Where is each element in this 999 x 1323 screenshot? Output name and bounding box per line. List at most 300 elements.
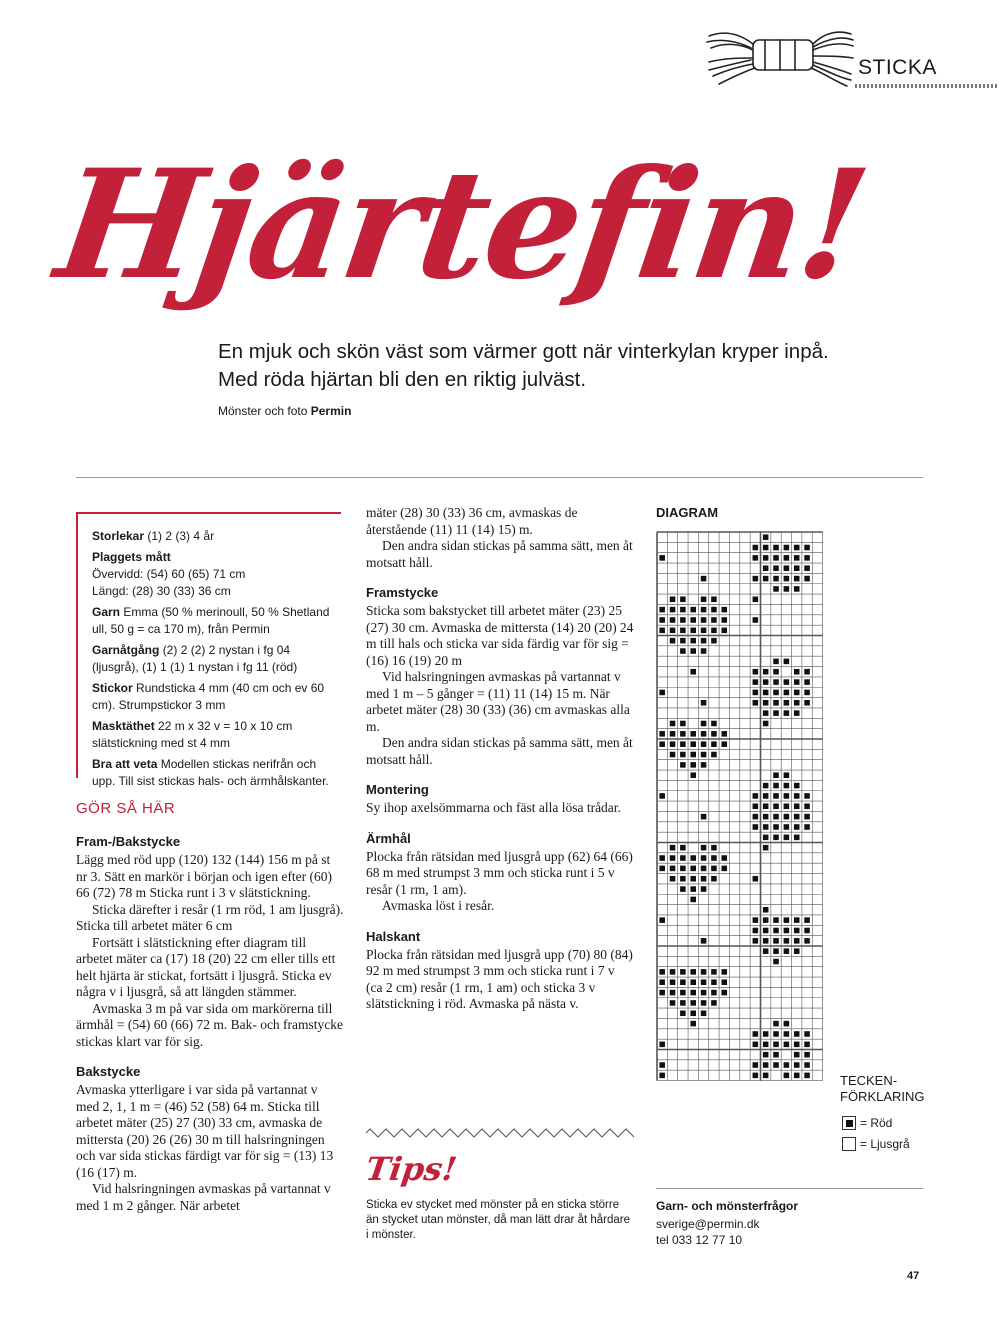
- red-stitch: [680, 886, 686, 892]
- red-stitch: [690, 762, 696, 768]
- legend-title-line-2: FÖRKLARING: [840, 1089, 925, 1104]
- red-stitch: [690, 669, 696, 675]
- red-stitch: [773, 783, 779, 789]
- credit-prefix: Mönster och foto: [218, 404, 308, 418]
- red-stitch: [794, 690, 800, 696]
- red-stitch: [711, 597, 717, 603]
- red-stitch: [773, 545, 779, 551]
- red-stitch: [659, 990, 665, 996]
- red-stitch: [690, 979, 696, 985]
- instruction-block: [366, 831, 634, 915]
- info-item: [92, 528, 337, 545]
- instruction-block: [366, 585, 634, 768]
- red-stitch: [784, 1042, 790, 1048]
- red-stitch: [690, 886, 696, 892]
- red-stitch: [773, 938, 779, 944]
- red-stitch: [763, 948, 769, 954]
- red-stitch: [763, 721, 769, 727]
- diagram-title: DIAGRAM: [656, 505, 719, 520]
- red-stitch: [670, 607, 676, 613]
- red-stitch: [722, 855, 728, 861]
- red-stitch: [794, 793, 800, 799]
- red-stitch: [784, 576, 790, 582]
- red-stitch: [773, 948, 779, 954]
- red-stitch: [784, 804, 790, 810]
- red-stitch: [773, 679, 779, 685]
- instruction-paragraph: Den andra sidan stickas på samma sätt, men åt motsatt håll.: [366, 735, 633, 767]
- info-text: Modellen stickas nerifrån och upp. Till sist stickas hals- och ärmhålskanter.: [92, 757, 329, 788]
- red-stitch: [722, 628, 728, 634]
- red-stitch: [690, 990, 696, 996]
- red-stitch: [763, 1031, 769, 1037]
- red-stitch: [773, 576, 779, 582]
- red-stitch: [711, 979, 717, 985]
- red-stitch: [753, 555, 759, 561]
- red-stitch: [711, 1000, 717, 1006]
- info-box: [92, 528, 337, 794]
- red-stitch: [773, 1021, 779, 1027]
- info-label: Garnåtgång: [92, 643, 160, 657]
- red-stitch: [773, 824, 779, 830]
- red-stitch: [711, 721, 717, 727]
- red-stitch: [763, 576, 769, 582]
- red-stitch: [753, 1073, 759, 1079]
- red-stitch: [784, 793, 790, 799]
- red-stitch: [711, 855, 717, 861]
- contact-heading: Garn- och mönsterfrågor: [656, 1199, 799, 1213]
- red-stitch: [659, 1042, 665, 1048]
- instruction-heading: Fram-/Bakstycke: [76, 834, 181, 849]
- red-stitch: [701, 597, 707, 603]
- red-stitch: [784, 659, 790, 665]
- red-stitch: [680, 607, 686, 613]
- legend-item-grey: [842, 1137, 910, 1151]
- red-stitch: [763, 907, 769, 913]
- red-stitch: [680, 721, 686, 727]
- red-stitch: [763, 690, 769, 696]
- red-stitch: [753, 938, 759, 944]
- red-stitch: [753, 1042, 759, 1048]
- red-stitch: [804, 928, 810, 934]
- red-stitch: [690, 1021, 696, 1027]
- red-stitch: [763, 804, 769, 810]
- red-stitch: [701, 855, 707, 861]
- instruction-heading: Ärmhål: [366, 830, 411, 846]
- instruction-heading: Montering: [366, 782, 429, 797]
- red-stitch: [784, 1021, 790, 1027]
- red-stitch: [722, 607, 728, 613]
- red-stitch: [659, 1073, 665, 1079]
- red-stitch: [711, 752, 717, 758]
- red-stitch: [753, 1062, 759, 1068]
- red-stitch: [659, 793, 665, 799]
- red-stitch: [690, 607, 696, 613]
- red-stitch: [773, 669, 779, 675]
- red-stitch: [711, 617, 717, 623]
- red-stitch: [680, 628, 686, 634]
- red-stitch: [763, 1073, 769, 1079]
- red-stitch: [784, 835, 790, 841]
- red-stitch: [794, 700, 800, 706]
- red-stitch: [794, 948, 800, 954]
- red-stitch: [753, 1031, 759, 1037]
- instruction-paragraph: Vid halsringningen avmaskas på vartannat v med 1 m 2 gånger. När arbetet: [76, 1181, 331, 1213]
- red-stitch: [773, 814, 779, 820]
- red-stitch: [701, 731, 707, 737]
- red-stitch: [680, 762, 686, 768]
- red-stitch: [690, 772, 696, 778]
- legend-item-red: [842, 1116, 892, 1130]
- red-stitch: [722, 741, 728, 747]
- red-stitch: [711, 990, 717, 996]
- red-stitch: [701, 979, 707, 985]
- red-stitch: [680, 638, 686, 644]
- page-title: Hjärtefin!: [47, 137, 876, 313]
- contact-block: [656, 1198, 798, 1248]
- info-label: Stickor: [92, 681, 133, 695]
- red-stitch: [670, 617, 676, 623]
- red-stitch: [659, 555, 665, 561]
- red-stitch: [659, 690, 665, 696]
- red-stitch: [680, 617, 686, 623]
- red-stitch: [804, 804, 810, 810]
- red-stitch: [690, 969, 696, 975]
- red-stitch: [680, 990, 686, 996]
- red-stitch: [763, 565, 769, 571]
- red-stitch: [722, 731, 728, 737]
- red-stitch: [763, 1052, 769, 1058]
- section-label: STICKA: [858, 56, 937, 79]
- red-stitch: [794, 586, 800, 592]
- red-stitch: [670, 876, 676, 882]
- instruction-paragraph: mäter (28) 30 (33) 36 cm, avmaskas de återstående (11) 11 (14) 15) m.: [366, 505, 578, 537]
- red-stitch: [753, 617, 759, 623]
- red-stitch: [670, 855, 676, 861]
- red-stitch: [794, 545, 800, 551]
- section-rule: [855, 84, 999, 88]
- red-stitch: [763, 938, 769, 944]
- red-stitch: [690, 638, 696, 644]
- red-stitch: [763, 555, 769, 561]
- red-stitch: [680, 866, 686, 872]
- info-label: Storlekar: [92, 529, 145, 543]
- red-stitch: [690, 628, 696, 634]
- red-stitch: [701, 814, 707, 820]
- red-stitch: [784, 1031, 790, 1037]
- instruction-paragraph: Sticka därefter i resår (1 rm röd, 1 am ljusgrå). Sticka till arbetet mäter 6 cm: [76, 901, 344, 933]
- instruction-paragraph: Lägg med röd upp (120) 132 (144) 156 m på st nr 3. Sätt en markör i början och igen efter (60) 66 (72) 78 m Sticka runt i 3 v slätstickning.: [76, 852, 333, 900]
- red-stitch: [670, 979, 676, 985]
- red-stitch: [659, 979, 665, 985]
- red-stitch: [753, 700, 759, 706]
- red-stitch: [670, 1000, 676, 1006]
- yarn-skein-icon: [705, 22, 855, 90]
- red-stitch: [784, 690, 790, 696]
- red-stitch: [784, 545, 790, 551]
- red-stitch: [690, 876, 696, 882]
- red-stitch: [753, 576, 759, 582]
- red-stitch: [680, 1000, 686, 1006]
- instruction-heading: Halskant: [366, 928, 421, 944]
- legend-title: [840, 1073, 925, 1105]
- red-stitch: [753, 793, 759, 799]
- red-stitch: [711, 969, 717, 975]
- red-stitch: [804, 1031, 810, 1037]
- red-stitch: [804, 1052, 810, 1058]
- red-stitch: [804, 545, 810, 551]
- info-line: Längd: (28) 30 (33) 36 cm: [92, 584, 231, 598]
- red-stitch: [794, 710, 800, 716]
- red-stitch: [763, 700, 769, 706]
- red-stitch: [659, 1062, 665, 1068]
- red-stitch: [711, 628, 717, 634]
- red-stitch: [701, 886, 707, 892]
- grey-swatch-icon: [842, 1137, 856, 1151]
- red-stitch: [701, 576, 707, 582]
- red-stitch: [763, 1042, 769, 1048]
- red-stitch: [711, 741, 717, 747]
- red-stitch: [701, 607, 707, 613]
- red-stitch: [680, 855, 686, 861]
- red-stitch: [773, 1062, 779, 1068]
- red-stitch: [794, 565, 800, 571]
- red-stitch: [784, 783, 790, 789]
- red-stitch: [784, 1062, 790, 1068]
- instruction-paragraph: Vid halsringningen avmaskas på vartannat v med 1 m – 5 gånger = (11) 11 (14) 15 m. När arbetet mäter (28) 30 (33) (36) cm avmaskas alla m.: [366, 669, 630, 734]
- red-stitch: [680, 1011, 686, 1017]
- red-stitch: [773, 1052, 779, 1058]
- red-stitch: [763, 534, 769, 540]
- contact-email[interactable]: sverige@permin.dk: [656, 1217, 760, 1231]
- knitting-chart: [656, 531, 824, 1082]
- red-stitch: [773, 917, 779, 923]
- red-stitch: [680, 731, 686, 737]
- instruction-heading: Bakstycke: [76, 1064, 141, 1079]
- red-stitch: [804, 565, 810, 571]
- red-stitch: [773, 1031, 779, 1037]
- red-stitch: [784, 814, 790, 820]
- red-stitch: [690, 731, 696, 737]
- red-stitch: [763, 783, 769, 789]
- red-stitch: [804, 938, 810, 944]
- red-stitch: [690, 617, 696, 623]
- red-stitch: [784, 938, 790, 944]
- red-stitch: [804, 576, 810, 582]
- red-stitch: [670, 845, 676, 851]
- credit-name: Permin: [310, 404, 352, 418]
- red-stitch: [659, 607, 665, 613]
- red-stitch: [773, 710, 779, 716]
- red-stitch: [690, 1000, 696, 1006]
- instruction-heading: Framstycke: [366, 585, 439, 600]
- red-stitch: [701, 617, 707, 623]
- red-stitch: [773, 928, 779, 934]
- red-stitch: [659, 866, 665, 872]
- red-stitch: [753, 545, 759, 551]
- red-stitch: [804, 824, 810, 830]
- red-stitch: [763, 679, 769, 685]
- red-stitch: [794, 1031, 800, 1037]
- red-stitch: [659, 741, 665, 747]
- red-stitch: [670, 638, 676, 644]
- red-stitch: [680, 876, 686, 882]
- red-stitch: [670, 866, 676, 872]
- red-stitch: [804, 1042, 810, 1048]
- red-stitch: [753, 804, 759, 810]
- red-stitch: [670, 969, 676, 975]
- red-stitch: [701, 638, 707, 644]
- lead-text: En mjuk och skön väst som värmer gott när vinterkylan kryper inpå. Med röda hjärtan bli den en riktig julväst.: [218, 340, 829, 391]
- red-stitch: [773, 565, 779, 571]
- red-stitch: [680, 752, 686, 758]
- red-stitch: [701, 648, 707, 654]
- red-stitch: [701, 721, 707, 727]
- info-line: Övervidd: (54) 60 (65) 71 cm: [92, 567, 246, 581]
- red-stitch: [804, 793, 810, 799]
- info-label: Bra att veta: [92, 757, 158, 771]
- red-stitch: [701, 762, 707, 768]
- red-stitch: [690, 855, 696, 861]
- red-stitch: [784, 824, 790, 830]
- red-stitch: [794, 835, 800, 841]
- red-stitch: [670, 628, 676, 634]
- red-stitch: [784, 679, 790, 685]
- red-stitch: [722, 866, 728, 872]
- info-item: [92, 604, 337, 638]
- instruction-paragraph: Plocka från rätsidan med ljusgrå upp (62) 64 (66) 68 m med strumpst 3 mm och sticka runt i 5 v resår (1 rm, 1 am).: [366, 848, 633, 897]
- instruction-paragraph: Sticka som bakstycket till arbetet mäter (23) 25 (27) 30 cm. Avmaska de mittersta (14) 20 (20) 24 m till hals och sticka var sida färdig var för sig = (16) 16 (19) 20 m: [366, 603, 634, 668]
- legend-label: = Röd: [860, 1116, 893, 1130]
- red-stitch: [794, 669, 800, 675]
- info-text: 22 m x 32 v = 10 x 10 cm slätstickning med st 4 mm: [92, 719, 293, 750]
- red-stitch: [773, 1042, 779, 1048]
- legend-label: = Ljusgrå: [860, 1137, 910, 1151]
- info-text: Emma (50 % merinoull, 50 % Shetland ull, 50 g = ca 170 m), från Permin: [92, 605, 330, 636]
- red-stitch: [784, 928, 790, 934]
- red-stitch: [670, 990, 676, 996]
- instruction-paragraph: Avmaska löst i resår.: [382, 898, 495, 913]
- red-stitch: [804, 669, 810, 675]
- red-stitch: [763, 545, 769, 551]
- red-stitch: [763, 835, 769, 841]
- red-stitch: [753, 824, 759, 830]
- red-stitch: [701, 741, 707, 747]
- page-number: 47: [907, 1270, 920, 1282]
- red-stitch: [670, 731, 676, 737]
- red-stitch: [763, 917, 769, 923]
- red-stitch: [711, 866, 717, 872]
- red-stitch: [701, 938, 707, 944]
- info-item: [92, 718, 337, 752]
- instruction-block: [366, 505, 634, 571]
- tips-text: Sticka ev stycket med mönster på en sticka större än stycket utan mönster, då man lätt drar åt hårdare i mönster.: [366, 1199, 631, 1241]
- red-stitch: [711, 876, 717, 882]
- red-stitch: [794, 814, 800, 820]
- red-stitch: [680, 597, 686, 603]
- credit-line: [218, 404, 351, 418]
- red-stitch: [690, 1011, 696, 1017]
- instructions-heading: GÖR SÅ HÄR: [76, 800, 176, 817]
- red-stitch: [794, 1052, 800, 1058]
- instruction-block: [76, 1064, 344, 1214]
- red-stitch: [773, 772, 779, 778]
- red-stitch: [701, 876, 707, 882]
- contact-phone: tel 033 12 77 10: [656, 1233, 743, 1247]
- red-stitch: [659, 855, 665, 861]
- red-stitch: [804, 814, 810, 820]
- red-stitch: [753, 876, 759, 882]
- instruction-block: [76, 834, 344, 1050]
- red-stitch: [784, 917, 790, 923]
- red-stitch: [680, 969, 686, 975]
- red-stitch: [670, 721, 676, 727]
- red-stitch: [804, 690, 810, 696]
- red-stitch: [701, 866, 707, 872]
- red-stitch: [690, 897, 696, 903]
- info-label: Garn: [92, 605, 121, 619]
- red-stitch: [680, 979, 686, 985]
- red-stitch: [722, 979, 728, 985]
- red-stitch: [722, 617, 728, 623]
- red-stitch: [763, 824, 769, 830]
- red-stitch: [753, 928, 759, 934]
- red-stitch: [784, 555, 790, 561]
- red-stitch: [773, 586, 779, 592]
- red-stitch: [670, 597, 676, 603]
- red-stitch: [659, 731, 665, 737]
- red-stitch: [784, 1073, 790, 1079]
- red-stitch: [794, 783, 800, 789]
- red-stitch: [794, 576, 800, 582]
- red-stitch: [690, 741, 696, 747]
- red-stitch: [701, 700, 707, 706]
- red-stitch: [690, 866, 696, 872]
- red-stitch: [701, 752, 707, 758]
- info-item: [92, 549, 337, 600]
- red-stitch: [794, 555, 800, 561]
- red-stitch: [794, 938, 800, 944]
- red-stitch: [773, 700, 779, 706]
- instructions-column-1: [76, 834, 344, 1228]
- chart-grid: [656, 531, 824, 1082]
- info-label: Masktäthet: [92, 719, 155, 733]
- red-stitch: [711, 845, 717, 851]
- red-stitch: [701, 628, 707, 634]
- red-stitch: [753, 690, 759, 696]
- red-stitch: [711, 731, 717, 737]
- red-stitch: [804, 679, 810, 685]
- red-stitch: [711, 638, 717, 644]
- red-stitch: [763, 845, 769, 851]
- red-stitch: [680, 845, 686, 851]
- info-item: [92, 756, 337, 790]
- red-stitch: [690, 648, 696, 654]
- instructions-column-2: [366, 505, 634, 1027]
- divider: [76, 477, 923, 478]
- red-stitch: [690, 752, 696, 758]
- red-stitch: [794, 928, 800, 934]
- info-text: Rundsticka 4 mm (40 cm och ev 60 cm). Strumpstickor 3 mm: [92, 681, 325, 712]
- info-text: (2) 2 (2) 2 nystan i fg 04 (ljusgrå), (1) 1 (1) 1 nystan i fg 11 (röd): [92, 643, 298, 674]
- info-item: [92, 680, 337, 714]
- red-stitch: [784, 586, 790, 592]
- red-stitch: [763, 928, 769, 934]
- red-stitch: [773, 555, 779, 561]
- red-stitch: [773, 959, 779, 965]
- red-stitch: [794, 1073, 800, 1079]
- contact-divider: [656, 1188, 923, 1189]
- red-stitch: [753, 814, 759, 820]
